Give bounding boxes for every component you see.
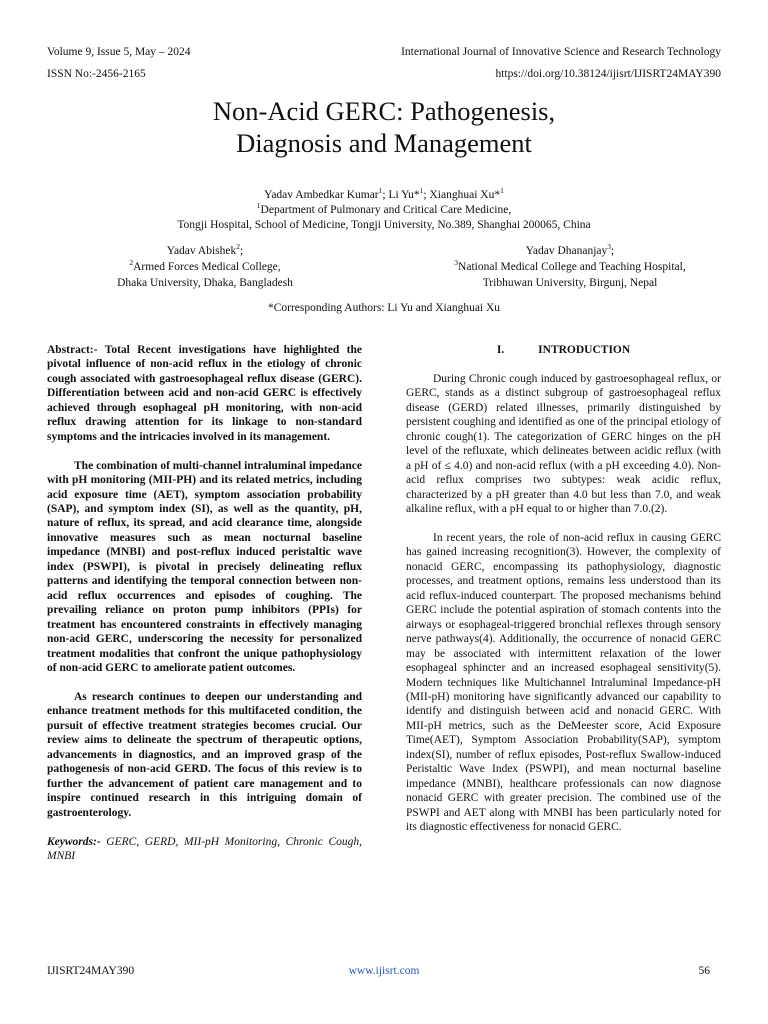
affiliation-text: National Medical College and Teaching Hospital, — [458, 261, 686, 273]
corresponding-authors: *Corresponding Authors: Li Yu and Xianghuai Xu — [267, 302, 501, 314]
intro-paragraph-1: During Chronic cough induced by gastroesophageal reflux, or GERC, stands as a distinct subgroup of gastroesophageal reflux disease (GERD) related illnesses, primarily distinguished by persistent coughing and identified as one of the principal etiology of chronic cough(1). The categorization of GERC hinges on the pH level of the refluxate, which delineates between acidic reflux (with a pH of ≤ 4.0) and non-acid reflux (with a pH exceeding 4.0). Non-acid reflux comprises two subtypes: weak acidic reflux, characterized by a pH greater than 4.0 but less than 7.0, and weak alkaline reflux, with a pH equal to or higher than 7.0.(2). — [406, 372, 721, 516]
author-affil-mark: 1 — [378, 186, 383, 196]
section-number: I. — [496, 344, 505, 356]
affiliation-block-right — [400, 243, 740, 291]
author-left — [80, 243, 330, 259]
keywords — [47, 835, 362, 864]
keywords-label: Keywords:- — [47, 835, 101, 848]
affiliation-1-line-2: Tongji Hospital, School of Medicine, Tongji University, No.389, Shanghai 200065, China — [177, 219, 591, 231]
affiliation-2-line-1 — [80, 259, 330, 275]
abstract-paragraph-1: Abstract:- Total Recent investigations have highlighted the pivotal influence of non-acid reflux in the etiology of chronic cough associated with gastroesophageal reflux disease (GERC). Differentiation between acid and non-acid GERC is effectively achieved through esophageal pH monitoring, with non-acid reflux drawing attention for its linkage to non-standard symptoms and the intricacies involved in its management. — [47, 344, 362, 443]
journal-website-link[interactable]: www.ijisrt.com — [348, 965, 420, 977]
volume-issue: Volume 9, Issue 5, May – 2024 — [47, 46, 191, 58]
affiliation-text: Department of Pulmonary and Critical Care Medicine, — [260, 204, 512, 216]
paper-title — [0, 95, 768, 159]
author-affil-mark: 1 — [419, 186, 424, 196]
affiliation-3-line-1 — [400, 259, 740, 275]
affil-mark: 1 — [256, 201, 261, 211]
affiliation-text: Armed Forces Medical College, — [133, 261, 281, 273]
journal-name: International Journal of Innovative Science and Research Technology — [401, 46, 721, 58]
title-line-1: Non-Acid GERC: Pathogenesis, — [212, 96, 556, 126]
abstract-column — [47, 343, 362, 863]
keywords-text: GERC, GERD, MII-pH Monitoring, Chronic Cough, MNBI — [47, 835, 362, 862]
author-name: Yadav Ambedkar Kumar — [264, 189, 379, 201]
section-heading — [406, 343, 721, 357]
author-affil-mark: 2 — [236, 242, 240, 252]
affil-mark: 3 — [454, 258, 459, 268]
author-name: Yadav Dhananjay — [525, 245, 608, 257]
doi-link[interactable]: https://doi.org/10.38124/ijisrt/IJISRT24MAY390 — [495, 68, 721, 80]
author-separator: ; — [239, 245, 244, 257]
author-affil-mark: 3 — [607, 242, 612, 252]
affiliation-block-left — [80, 243, 330, 291]
paper-code: IJISRT24MAY390 — [47, 965, 135, 977]
abstract-paragraph-3: As research continues to deepen our understanding and enhance treatment methods for this multifaceted condition, the pursuit of effective treatment strategies becomes crucial. Our review aims to delineate the spectrum of therapeutic options, advancements in diagnostics, and an improved grasp of the pathogenesis of non-acid GERD. The focus of this review is to further the advancement of patient care management and to inspire continued research in this intriguing domain of gastroenterology. — [47, 690, 362, 819]
introduction-column — [406, 343, 721, 835]
author-name: Yadav Abishek — [166, 245, 237, 257]
affil-mark: 2 — [129, 258, 134, 268]
affiliation-3-line-2: Tribhuwan University, Birgunj, Nepal — [482, 277, 658, 289]
author-right — [400, 243, 740, 259]
author-affil-mark: 1 — [500, 186, 504, 196]
author-name: Li Yu* — [388, 189, 420, 201]
author-name: Xianghuai Xu* — [429, 189, 501, 201]
section-title: INTRODUCTION — [538, 344, 631, 356]
author-separator: ; — [382, 189, 389, 201]
affiliation-1-line-1 — [0, 202, 768, 218]
author-separator: ; — [423, 189, 430, 201]
intro-paragraph-2: In recent years, the role of non-acid reflux in causing GERC has gained increasing recognition(3). However, the complexity of nonacid GERC, encompassing its pathophysiology, diagnostic processes, and treatment options, remains less understood than its acid reflux-induced counterpart. The proposed mechanisms behind GERC include the potential aspiration of stomach contents into the airways or esophageal-triggered bronchial reflexes through sensory nerve pathways(4). Additionally, the occurrence of nonacid GERC may be associated with intermittent relaxation of the lower esophageal sphincter and an increased esophageal sensitivity(5). Modern techniques like Multichannel Intraluminal Impedance-pH (MII-pH) monitoring have significantly advanced our capability to identify and distinguish between acid and nonacid GERC. With MII-pH metrics, such as the DeMeester score, Acid Exposure Time(AET), Symptom Association Probability(SAP), symptom index(SI), number of reflux episodes, Post-reflux Swallow-induced Peristaltic Wave Index (PSWPI), and mean nocturnal baseline impedance (MNBI), healthcare professionals can now diagnose nonacid GERC with greater precision. The combined use of the PSWPI and AET along with MNBI has been particularly noted for its diagnostic effectiveness for nonacid GERC. — [406, 531, 721, 834]
author-list — [0, 187, 768, 203]
author-separator: ; — [611, 245, 615, 257]
affiliation-2-line-2: Dhaka University, Dhaka, Bangladesh — [117, 277, 293, 289]
title-line-2: Diagnosis and Management — [236, 128, 532, 158]
abstract-paragraph-2: The combination of multi-channel intraluminal impedance with pH monitoring (MII-PH) and its related metrics, including acid exposure time (AET), symptom association probability (SAP), and symptom index (SI), as well as the quantity, pH, nature of reflux, its spread, and acid clearance time, alongside innovative measures such as mean nocturnal baseline impedance (MNBI) and post-reflux induced peristaltic wave index (PSWPI), is pivotal in precisely delineating reflux patterns and identifying the temporal connection between non-acid reflux occurrences and episodes of coughing. The prevailing reliance on proton pump inhibitors (PPIs) for treatment has encountered constraints in effectively managing non-acid GERC, underscoring the necessity for personalized treatment modalities that confront the unique pathophysiology of non-acid GERC to ameliorate patient outcomes. — [47, 459, 362, 675]
page-number: 56 — [698, 965, 710, 977]
issn: ISSN No:-2456-2165 — [47, 68, 146, 80]
